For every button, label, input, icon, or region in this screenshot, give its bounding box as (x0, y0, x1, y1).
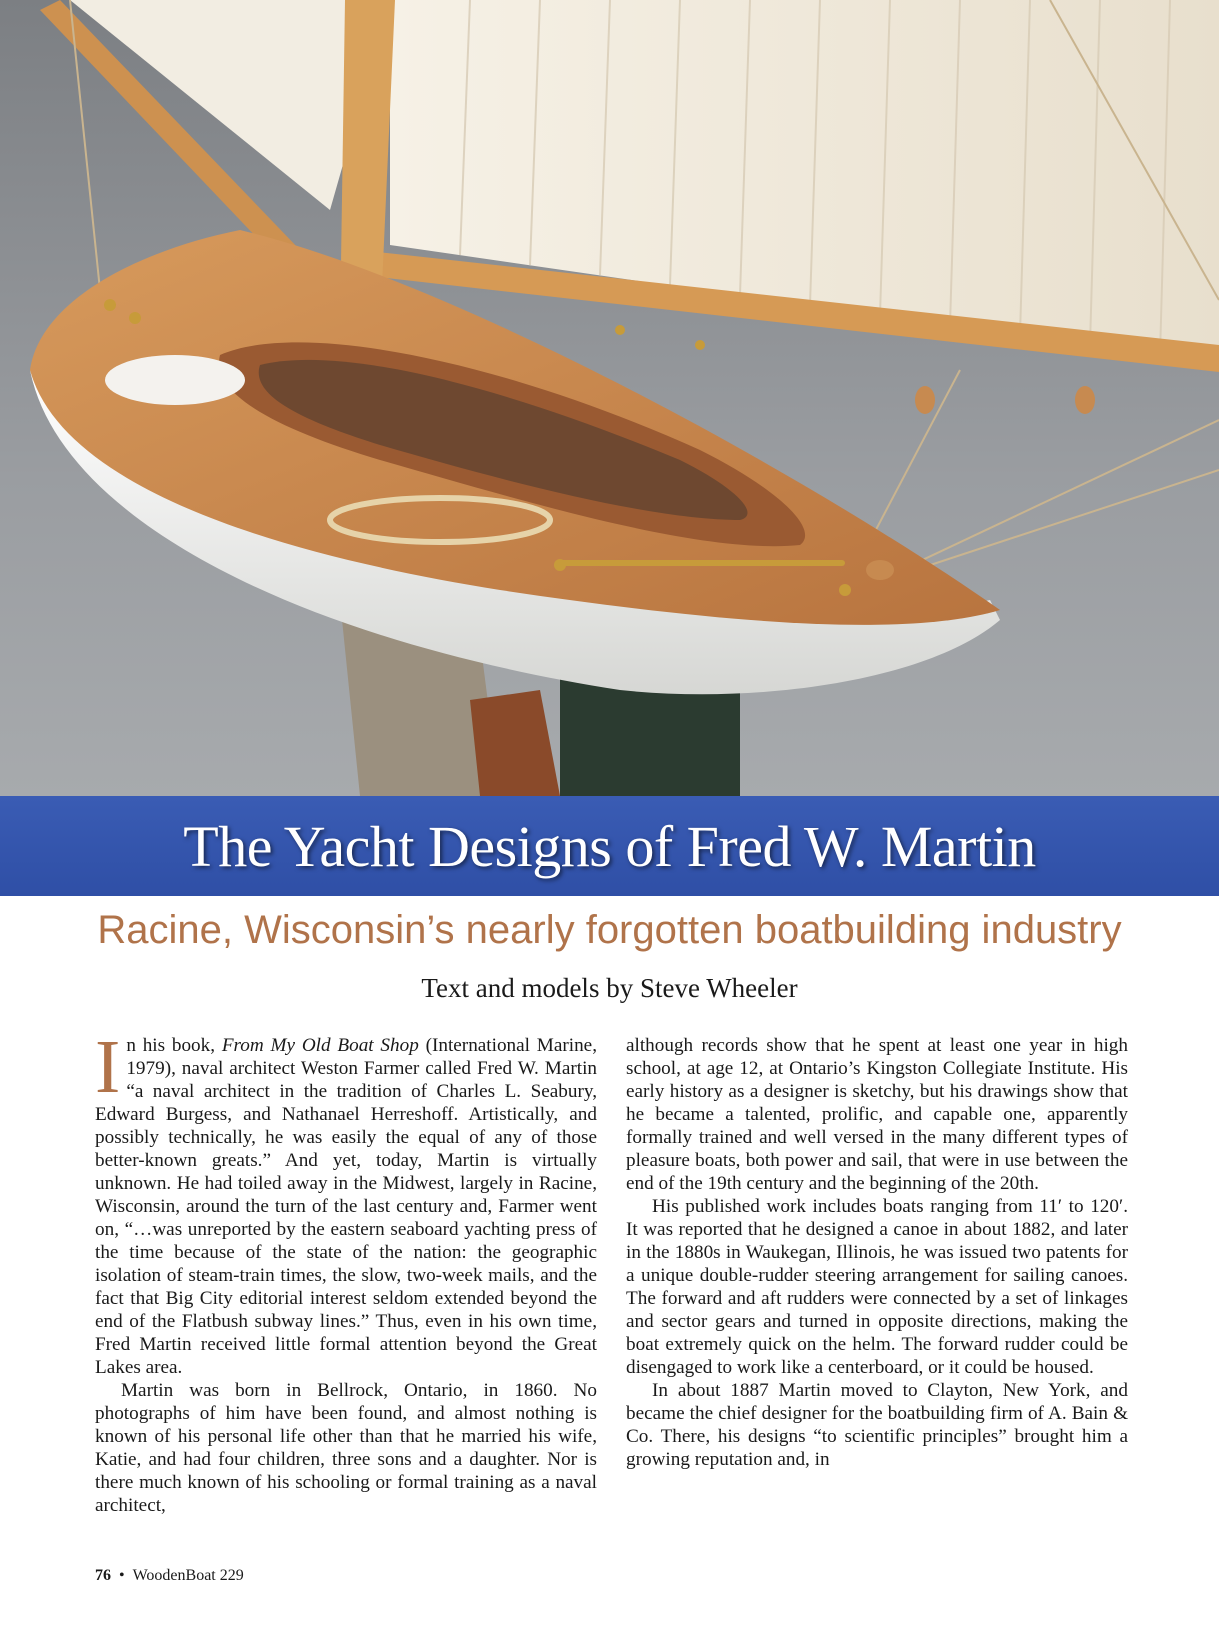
body-column-right (626, 1034, 1128, 1471)
paragraph: His published work includes boats ranging from 11′ to 120′. It was reported that he designed a canoe in about 1882, and later in the 1880s in Waukegan, Illinois, he was issued two patents for a unique double-rudder steering arrangement for sailing canoes. The forward and aft rudders were connected by a set of linkages and sector gears and turned in opposite directions, making the boat extremely quick on the helm. The forward rudder could be disengaged to work like a centerboard, or it could be housed. (626, 1196, 1128, 1378)
page-number: 76 (95, 1567, 111, 1584)
separator: • (119, 1567, 125, 1584)
text-run: (International Marine, 1979), naval architect Weston Farmer called Fred W. Martin “a naval architect in the tradition of Charles L. Seabury, Edward Burgess, and Nathanael Herreshoff. Artistically, and possibly technically, he was easily the equal of any of those better-known greats.” And yet, today, Martin is virtually unknown. He had toiled away in the Midwest, largely in Racine, Wisconsin, around the turn of the last century and, Farmer went on, “…was unreported by the eastern seaboard yachting press of the time because of the state of the nation: the geographic isolation of steam-train times, the slow, two-week mails, and the fact that Big City editorial interest seldom extended beyond the end of the Flatbush subway lines.” Thus, even in his own time, Fred Martin received little formal attention beyond the Great Lakes area. (95, 1035, 597, 1378)
magazine-issue: WoodenBoat 229 (132, 1567, 244, 1584)
paragraph: Martin was born in Bellrock, Ontario, in 1860. No photographs of him have been found, and almost nothing is known of his personal life other than that he married his wife, Katie, and had four children, three sons and a daughter. Nor is there much known of his schooling or formal training as a naval architect, (95, 1380, 597, 1516)
page-footer (95, 1567, 244, 1585)
body-column-left (95, 1025, 597, 1517)
byline: Text and models by Steve Wheeler (421, 973, 798, 1003)
text-run: n his book, (126, 1035, 222, 1056)
paragraph: although records show that he spent at least one year in high school, at age 12, at Ontario’s Kingston Collegiate Institute. His early history as a designer is sketchy, but his drawings show that he became a talented, prolific, and capable one, apparently formally trained and well versed in the many different types of pleasure boats, both power and sail, that were in use between the end of the 19th century and the beginning of the 20th. (626, 1035, 1128, 1194)
drop-cap: I (95, 1025, 121, 1109)
article-subtitle: Racine, Wisconsin’s nearly forgotten boatbuilding industry (97, 908, 1122, 952)
book-title: From My Old Boat Shop (221, 1035, 419, 1056)
paragraph: In about 1887 Martin moved to Clayton, New York, and became the chief designer for the boatbuilding firm of A. Bain & Co. There, his designs “to scientific principles” brought him a growing reputation and, in (626, 1380, 1128, 1470)
model-sailboat-photo (0, 0, 1219, 796)
article-title: The Yacht Designs of Fred W. Martin (183, 813, 1036, 879)
title-band (0, 796, 1219, 896)
paragraph (95, 1025, 597, 1379)
